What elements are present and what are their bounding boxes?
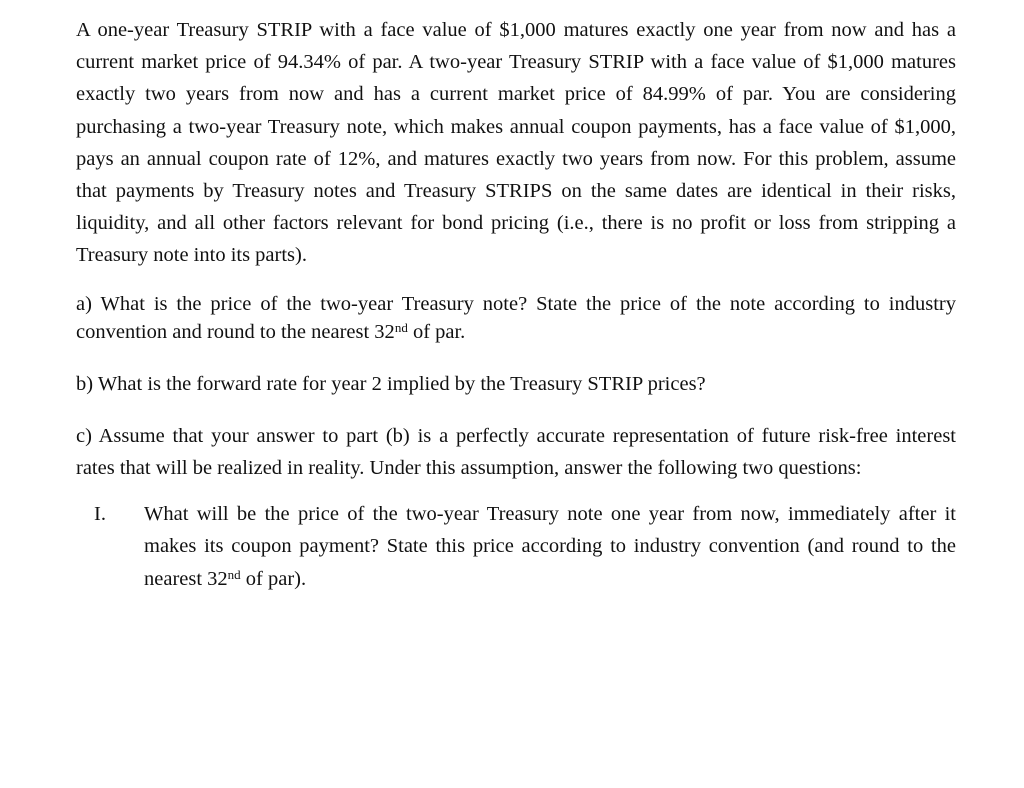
subitem-numeral: I. (94, 503, 106, 526)
subitem-text-end: of par). (240, 567, 307, 590)
question-c: c) Assume that your answer to part (b) is a perfectly accurate representation of future risk-free interest rates that will be realized in reality. Under this assumption, answer the following two questions: (76, 424, 956, 480)
question-b: b) What is the forward rate for year 2 implied by the Treasury STRIP prices? (76, 372, 706, 395)
question-a-text-end: of par. (407, 320, 466, 343)
question-a-text: a) What is the price of the two-year Treasury note? State the price of the note according to industry convention and round to the nearest 32 (76, 292, 956, 343)
ordinal-suffix: nd (394, 319, 408, 335)
subitem-text (144, 498, 956, 595)
subitem-text-main: What will be the price of the two-year Treasury note one year from now, immediately after it makes its coupon payment? State this price according to industry convention (and round to the nearest 32 (144, 503, 956, 590)
ordinal-suffix: nd (227, 566, 241, 582)
problem-intro-paragraph: A one-year Treasury STRIP with a face value of $1,000 matures exactly one year from now and has a current market price of 94.34% of par. A two-year Treasury STRIP with a face value of $1,000 matures exactly two years from now and has a current market price of 84.99% of par. You are considering purchasing a two-year Treasury note, which makes annual coupon payments, has a face value of $1,000, pays an annual coupon rate of 12%, and matures exactly two years from now. For this problem, assume that payments by Treasury notes and Treasury STRIPS on the same dates are identical in their risks, liquidity, and all other factors relevant for bond pricing (i.e., there is no profit or loss from stripping a Treasury note into its parts). (76, 19, 956, 267)
problem-document (76, 14, 956, 595)
question-c-subitem (94, 498, 956, 595)
question-a (76, 290, 956, 346)
